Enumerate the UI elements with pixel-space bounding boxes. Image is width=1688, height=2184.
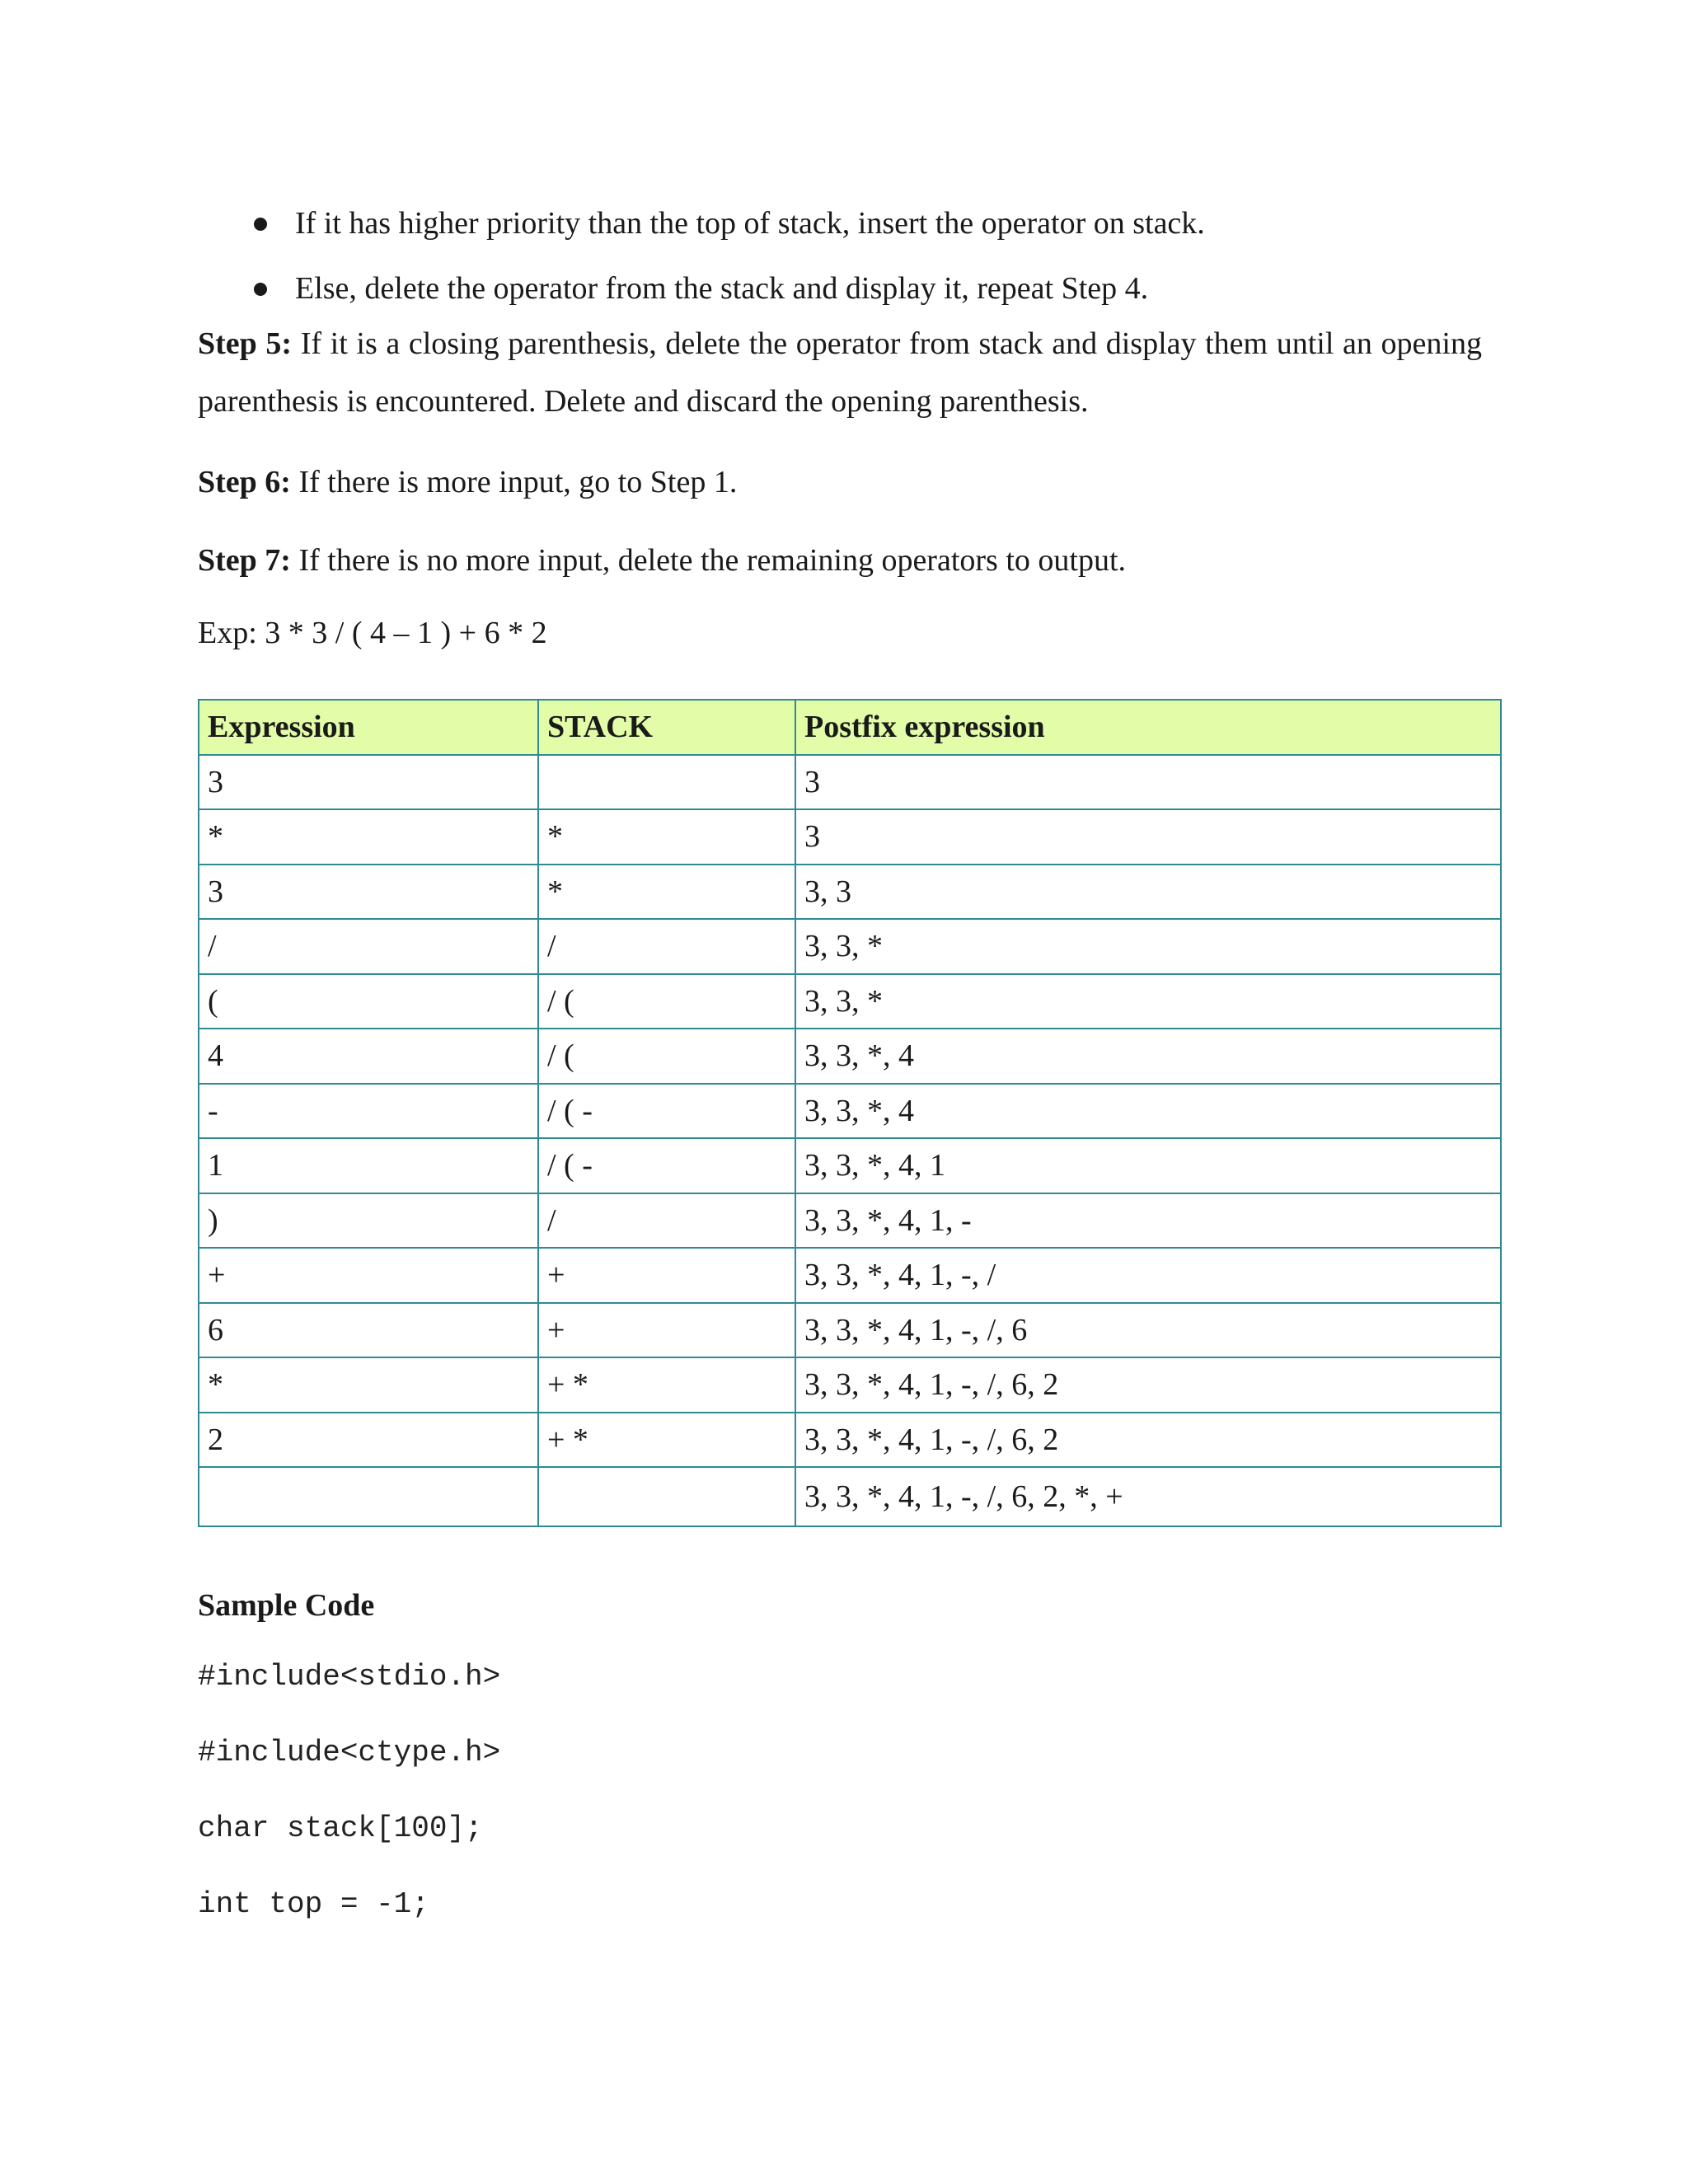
- cell-stack: / (: [538, 974, 795, 1029]
- cell-expression: +: [199, 1248, 538, 1303]
- table-row: [199, 1029, 1501, 1084]
- cell-postfix: 3, 3, *, 4, 1, -: [795, 1193, 1501, 1249]
- cell-stack: /: [538, 919, 795, 974]
- cell-expression: *: [199, 1357, 538, 1413]
- table-header-row: [199, 700, 1501, 755]
- cell-stack: /: [538, 1193, 795, 1249]
- table-row: [199, 1303, 1501, 1358]
- bullet-text: If it has higher priority than the top of stack, insert the operator on stack.: [295, 206, 1205, 241]
- table-row: [199, 974, 1501, 1029]
- code-line: #include<ctype.h>: [198, 1736, 501, 1769]
- example-expression: Exp: 3 * 3 / ( 4 – 1 ) + 6 * 2: [198, 616, 547, 650]
- cell-postfix: 3, 3, *, 4: [795, 1084, 1501, 1139]
- cell-postfix: 3, 3, *, 4, 1, -, /, 6: [795, 1303, 1501, 1358]
- cell-postfix: 3, 3, *, 4, 1, -, /, 6, 2: [795, 1357, 1501, 1413]
- table-body: [199, 755, 1501, 1527]
- cell-expression: 4: [199, 1029, 538, 1084]
- cell-postfix: 3, 3, *, 4: [795, 1029, 1501, 1084]
- code-line: char stack[100];: [198, 1811, 483, 1845]
- bullet-item: [247, 204, 1205, 242]
- cell-postfix: 3, 3: [795, 865, 1501, 920]
- cell-stack: *: [538, 865, 795, 920]
- cell-stack: / (: [538, 1029, 795, 1084]
- bullet-text: Else, delete the operator from the stack and display it, repeat Step 4.: [295, 271, 1149, 306]
- cell-stack: / ( -: [538, 1138, 795, 1193]
- table-row: [199, 1248, 1501, 1303]
- conversion-table: [198, 699, 1502, 1527]
- table-row: [199, 1413, 1501, 1468]
- cell-postfix: 3: [795, 809, 1501, 865]
- cell-expression: 1: [199, 1138, 538, 1193]
- cell-stack: [538, 1467, 795, 1526]
- bullet-item: [247, 269, 1205, 307]
- cell-expression: /: [199, 919, 538, 974]
- step-text: If there is more input, go to Step 1.: [290, 465, 738, 499]
- bullet-dot-icon: [254, 283, 267, 296]
- cell-stack: +: [538, 1248, 795, 1303]
- step-text: If there is no more input, delete the remaining operators to output.: [290, 543, 1127, 578]
- table-row: [199, 1193, 1501, 1249]
- cell-stack: *: [538, 809, 795, 865]
- table-row: [199, 1467, 1501, 1526]
- header-postfix: Postfix expression: [795, 700, 1501, 755]
- step-label: Step 5:: [198, 326, 293, 361]
- step-7: [198, 532, 1482, 589]
- table-row: [199, 809, 1501, 865]
- step-label: Step 6:: [198, 465, 291, 499]
- cell-expression: 3: [199, 755, 538, 810]
- step-5: [198, 315, 1482, 430]
- cell-expression: 2: [199, 1413, 538, 1468]
- step-6: [198, 453, 1482, 511]
- cell-expression: *: [199, 809, 538, 865]
- sample-code-title: Sample Code: [198, 1588, 375, 1623]
- header-expression: Expression: [199, 700, 538, 755]
- code-line: int top = -1;: [198, 1887, 429, 1921]
- cell-expression: ): [199, 1193, 538, 1249]
- cell-postfix: 3, 3, *: [795, 974, 1501, 1029]
- table-row: [199, 755, 1501, 810]
- step-label: Step 7:: [198, 543, 291, 578]
- cell-stack: [538, 755, 795, 810]
- table-row: [199, 1357, 1501, 1413]
- cell-postfix: 3, 3, *: [795, 919, 1501, 974]
- cell-stack: +: [538, 1303, 795, 1358]
- cell-postfix: 3: [795, 755, 1501, 810]
- code-line: #include<stdio.h>: [198, 1660, 501, 1694]
- cell-stack: / ( -: [538, 1084, 795, 1139]
- table-row: [199, 1138, 1501, 1193]
- cell-postfix: 3, 3, *, 4, 1, -, /, 6, 2, *, +: [795, 1467, 1501, 1526]
- cell-postfix: 3, 3, *, 4, 1, -, /, 6, 2: [795, 1413, 1501, 1468]
- bullet-dot-icon: [254, 218, 267, 231]
- table-row: [199, 865, 1501, 920]
- step-text: If it is a closing parenthesis, delete the operator from stack and display them until an opening parenthesis is encountered. Delete and discard the opening parenthesis.: [198, 326, 1482, 419]
- cell-postfix: 3, 3, *, 4, 1, -, /: [795, 1248, 1501, 1303]
- cell-expression: -: [199, 1084, 538, 1139]
- cell-stack: + *: [538, 1413, 795, 1468]
- header-stack: STACK: [538, 700, 795, 755]
- cell-expression: 3: [199, 865, 538, 920]
- table-row: [199, 1084, 1501, 1139]
- cell-postfix: 3, 3, *, 4, 1: [795, 1138, 1501, 1193]
- table-row: [199, 919, 1501, 974]
- cell-stack: + *: [538, 1357, 795, 1413]
- cell-expression: [199, 1467, 538, 1526]
- cell-expression: (: [199, 974, 538, 1029]
- cell-expression: 6: [199, 1303, 538, 1358]
